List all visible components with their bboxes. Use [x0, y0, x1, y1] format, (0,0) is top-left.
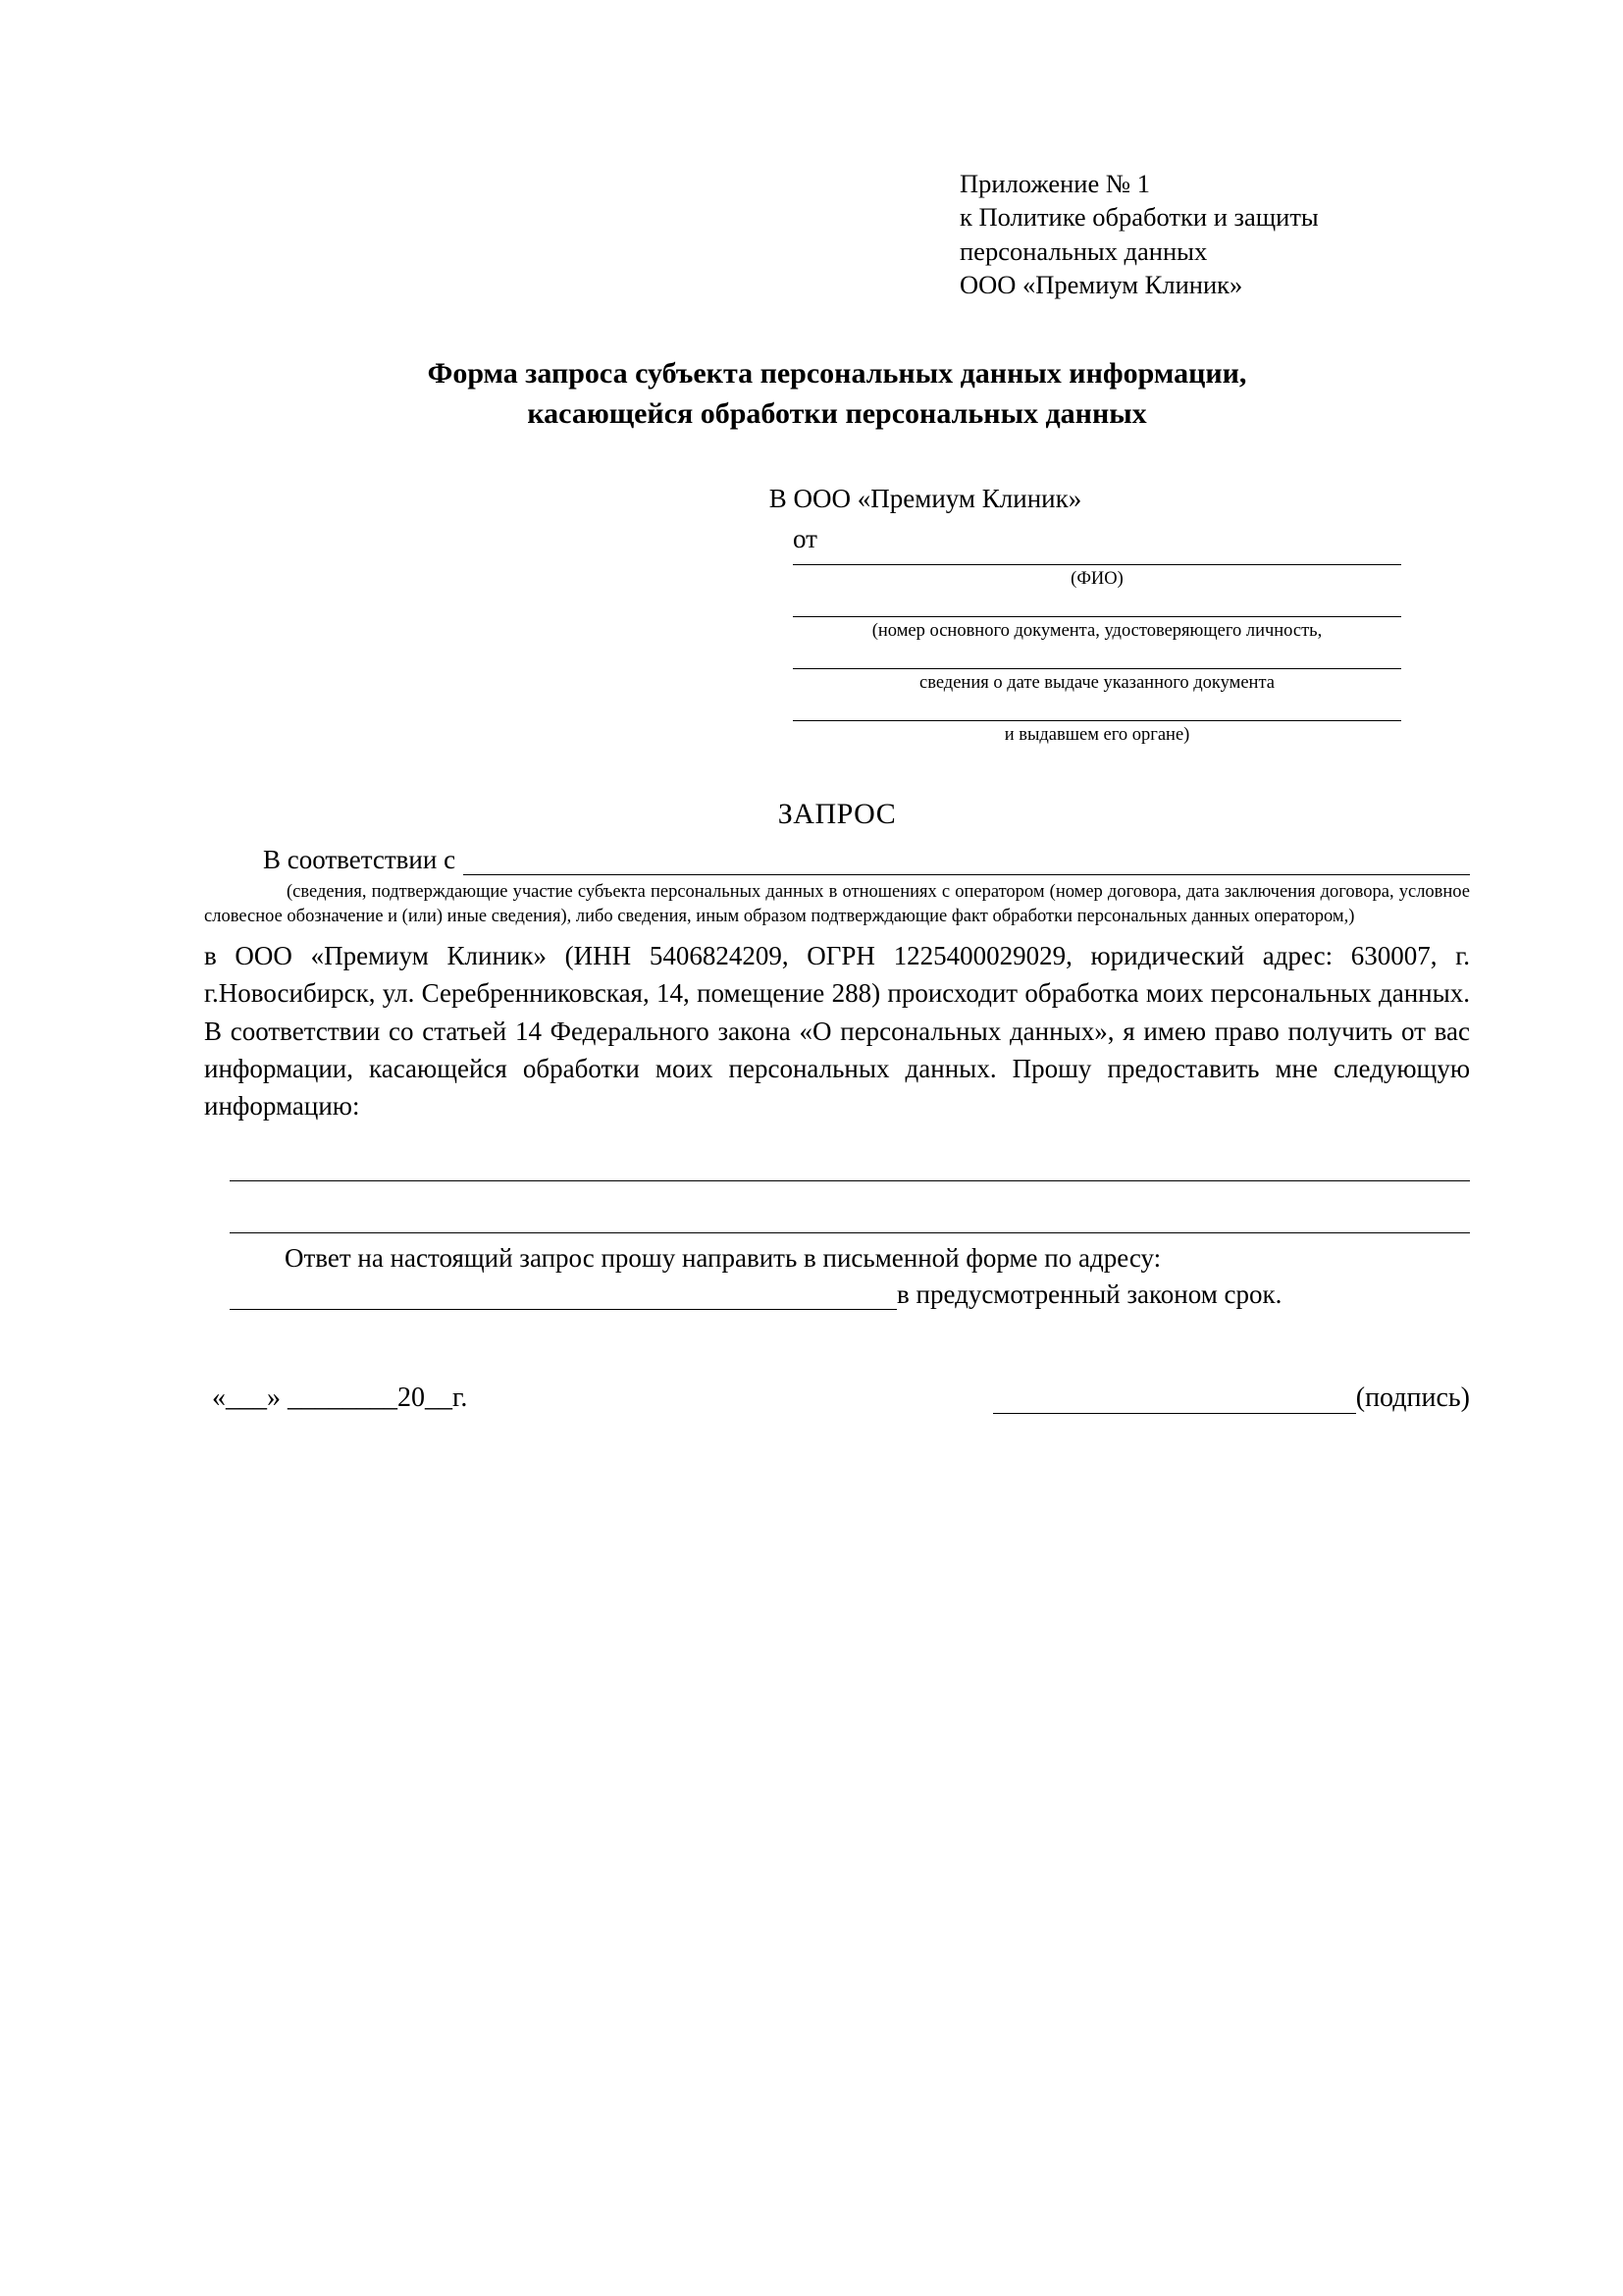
fio-caption: (ФИО)	[1071, 568, 1124, 589]
answer-address-line	[204, 1239, 1470, 1278]
appendix-header-line-2: к Политике обработки и защиты	[960, 202, 1319, 233]
document-number-caption: (номер основного документа, удостоверяющего личность,	[871, 620, 1323, 641]
page-title-line-2: касающейся обработки персональных данных	[527, 397, 1147, 431]
answer-address-input-line[interactable]	[230, 1283, 897, 1310]
signature-field-group	[993, 1383, 1470, 1414]
body-paragraph: в ООО «Премиум Клиник» (ИНН 5406824209, ОГРН 1225400029029, юридический адрес: 630007, г. г.Новосибирск, ул. Серебренниковская, 14, помещение 288) происходит обработка моих персональных данных. В соответствии со статьей 14 Федерального закона «О персональных данных», я имею право получить от вас информации, касающейся обработки моих персональных данных. Прошу предоставить мне следующую информацию:	[204, 941, 1470, 1122]
document-issuer-caption: и выдавшем его органе)	[1004, 725, 1190, 746]
info-request-line-1[interactable]	[230, 1180, 1470, 1181]
field-fio	[793, 564, 1470, 591]
accordance-note	[204, 880, 1470, 929]
page-title-line-1: Форма запроса субъекта персональных данных информации,	[427, 356, 1247, 390]
appendix-header	[960, 167, 1470, 302]
appendix-header-line-4: ООО «Премиум Клиник»	[960, 270, 1243, 300]
document-date-input-line[interactable]	[793, 668, 1401, 669]
signature-date-field[interactable]: «___» ________20__г.	[212, 1382, 468, 1413]
appendix-header-line-3: персональных данных	[960, 235, 1208, 266]
document-number-input-line[interactable]	[793, 616, 1401, 617]
field-document-date	[793, 668, 1470, 695]
info-request-line-2[interactable]	[230, 1232, 1470, 1233]
field-document-issuer	[793, 720, 1470, 747]
signature-row	[204, 1383, 1470, 1414]
request-heading: ЗАПРОС	[777, 798, 897, 831]
page-title	[204, 353, 1470, 435]
signature-label: (подпись)	[1355, 1382, 1470, 1413]
accordance-row	[204, 845, 1470, 875]
field-document-number	[793, 616, 1470, 643]
addressee-from-label: от	[793, 523, 817, 553]
fio-input-line[interactable]	[793, 564, 1401, 565]
document-content	[204, 167, 1470, 1414]
appendix-header-line-1: Приложение № 1	[960, 169, 1151, 198]
accordance-label: В соответствии с	[263, 845, 456, 875]
addressee-organization: В ООО «Премиум Клиник»	[768, 483, 1082, 513]
addressee-block	[204, 482, 1470, 748]
answer-address-row	[204, 1279, 1470, 1310]
signature-input-line[interactable]	[993, 1387, 1356, 1414]
answer-address-text: Ответ на настоящий запрос прошу направить в письменной форме по адресу:	[285, 1242, 1162, 1273]
document-date-caption: сведения о дате выдаче указанного документа	[919, 672, 1275, 693]
accordance-note-text: (сведения, подтверждающие участие субъекта персональных данных в отношениях с оператором (номер договора, дата заключения договора, условное словесное обозначение и (или) иные сведения), либо сведения, иным образом подтверждающие факт обработки персональных данных оператором,)	[204, 882, 1470, 927]
document-issuer-input-line[interactable]	[793, 720, 1401, 721]
answer-address-tail: в предусмотренный законом срок.	[897, 1278, 1283, 1309]
accordance-input-line[interactable]	[463, 849, 1470, 875]
